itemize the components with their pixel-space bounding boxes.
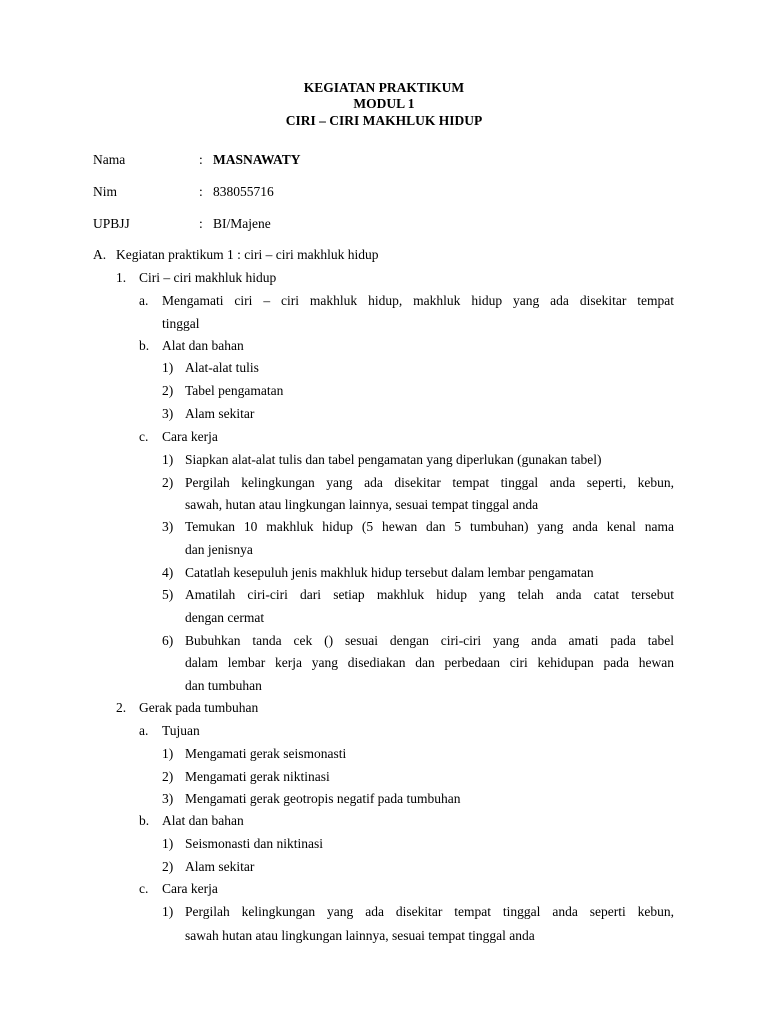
- item-2a-heading: Tujuan: [162, 723, 200, 738]
- list-item: Mengamati gerak niktinasi: [185, 769, 330, 784]
- item-1a-line-2: tinggal: [162, 316, 200, 331]
- title-line-1: KEGIATAN PRAKTIKUM: [303, 80, 465, 95]
- item-1a-marker: a.: [139, 293, 149, 308]
- step-line: Temukan 10 makhluk hidup (5 hewan dan 5 tumbuhan) yang anda kenal nama: [185, 519, 674, 534]
- step-line: Pergilah kelingkungan yang ada disekitar tempat tinggal anda seperti kebun,: [185, 904, 674, 919]
- item-1a-line-1: Mengamati ciri – ciri makhluk hidup, makhluk hidup yang ada disekitar tempat: [162, 293, 674, 308]
- list-item-marker: 1): [162, 746, 174, 761]
- title-line-2: MODUL 1: [353, 96, 415, 111]
- item-2a-marker: a.: [139, 723, 149, 738]
- item-2-marker: 2.: [116, 700, 127, 715]
- nama-colon: :: [199, 152, 203, 167]
- list-item-marker: 2): [162, 769, 174, 784]
- item-1c-heading: Cara kerja: [162, 429, 218, 444]
- list-item-marker: 1): [162, 836, 174, 851]
- step-line: sawah, hutan atau lingkungan lainnya, sesuai tempat tinggal anda: [185, 497, 539, 512]
- nama-value: MASNAWATY: [213, 152, 301, 167]
- nim-colon: :: [199, 184, 203, 199]
- list-item: Alat-alat tulis: [185, 360, 259, 375]
- upbjj-colon: :: [199, 216, 203, 231]
- section-a-marker: A.: [93, 247, 107, 262]
- step-marker: 4): [162, 565, 174, 580]
- item-1b-heading: Alat dan bahan: [162, 338, 244, 353]
- step-line: dan tumbuhan: [185, 678, 262, 693]
- section-a-heading: Kegiatan praktikum 1 : ciri – ciri makhluk hidup: [116, 247, 379, 262]
- item-1-marker: 1.: [116, 270, 127, 285]
- step-marker: 5): [162, 587, 174, 602]
- list-item: Mengamati gerak geotropis negatif pada tumbuhan: [185, 791, 461, 806]
- step-marker: 3): [162, 519, 174, 534]
- item-2b-heading: Alat dan bahan: [162, 813, 244, 828]
- item-1-heading: Ciri – ciri makhluk hidup: [139, 270, 277, 285]
- list-item-marker: 2): [162, 859, 174, 874]
- list-item: Mengamati gerak seismonasti: [185, 746, 347, 761]
- step-line: dengan cermat: [185, 610, 265, 625]
- step-line: Catatlah kesepuluh jenis makhluk hidup tersebut dalam lembar pengamatan: [185, 565, 594, 580]
- step-line: dan jenisnya: [185, 542, 253, 557]
- step-marker: 1): [162, 904, 174, 919]
- item-1b-marker: b.: [139, 338, 150, 353]
- list-item-marker: 3): [162, 406, 174, 421]
- step-line: dalam lembar kerja yang disediakan dan perbedaan ciri kehidupan pada hewan: [185, 655, 674, 670]
- nama-label: Nama: [93, 152, 126, 167]
- step-marker: 1): [162, 452, 174, 467]
- item-2b-marker: b.: [139, 813, 150, 828]
- list-item: Alam sekitar: [185, 406, 255, 421]
- upbjj-label: UPBJJ: [93, 216, 130, 231]
- list-item: Alam sekitar: [185, 859, 255, 874]
- step-line: Bubuhkan tanda cek () sesuai dengan ciri-ciri yang anda amati pada tabel: [185, 633, 674, 648]
- nim-label: Nim: [93, 184, 118, 199]
- item-2c-heading: Cara kerja: [162, 881, 218, 896]
- step-line: Pergilah kelingkungan yang ada disekitar tempat tinggal anda seperti, kebun,: [185, 475, 674, 490]
- item-1c-marker: c.: [139, 429, 149, 444]
- list-item-marker: 2): [162, 383, 174, 398]
- item-2c-marker: c.: [139, 881, 149, 896]
- step-line: sawah hutan atau lingkungan lainnya, sesuai tempat tinggal anda: [185, 928, 535, 943]
- step-line: Siapkan alat-alat tulis dan tabel pengamatan yang diperlukan (gunakan tabel): [185, 452, 602, 467]
- list-item-marker: 3): [162, 791, 174, 806]
- step-line: Amatilah ciri-ciri dari setiap makhluk hidup yang telah anda catat tersebut: [185, 587, 674, 602]
- item-2-heading: Gerak pada tumbuhan: [139, 700, 259, 715]
- step-marker: 2): [162, 475, 174, 490]
- list-item-marker: 1): [162, 360, 174, 375]
- list-item: Seismonasti dan niktinasi: [185, 836, 323, 851]
- upbjj-value: BI/Majene: [213, 216, 271, 231]
- step-marker: 6): [162, 633, 174, 648]
- title-line-3: CIRI – CIRI MAKHLUK HIDUP: [285, 113, 483, 128]
- nim-value: 838055716: [213, 184, 274, 199]
- list-item: Tabel pengamatan: [185, 383, 284, 398]
